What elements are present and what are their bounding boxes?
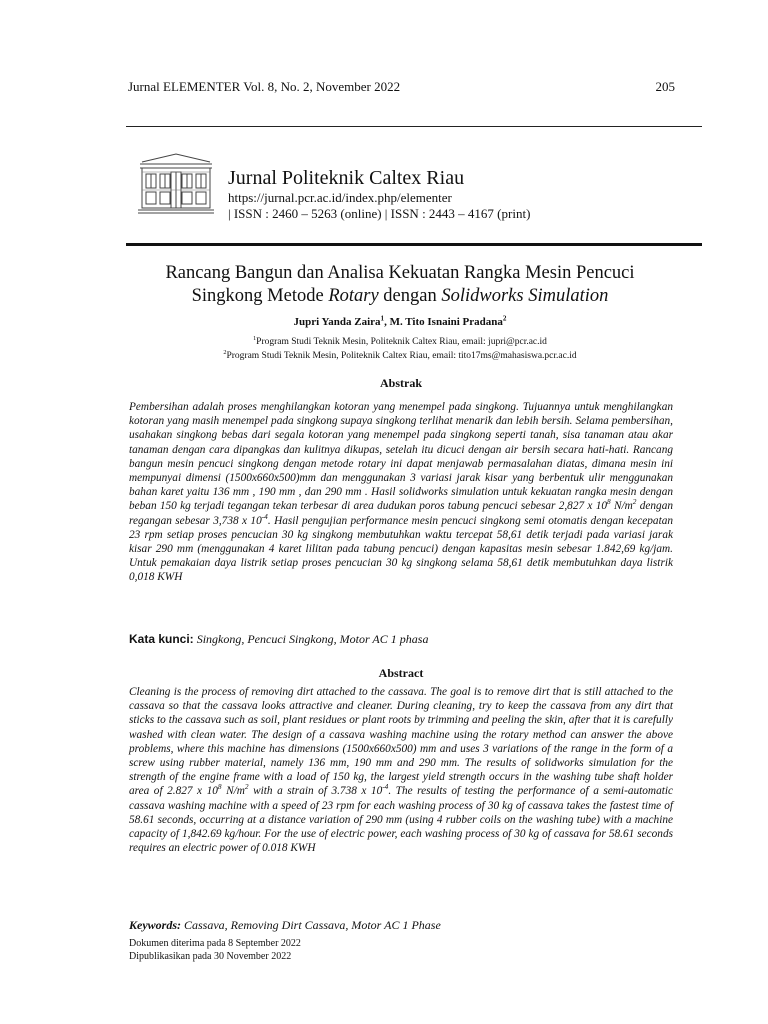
header-rule — [126, 126, 702, 127]
exponent: 8 — [607, 497, 611, 507]
journal-issue: Jurnal ELEMENTER Vol. 8, No. 2, November 2022 — [128, 79, 401, 94]
abstract-body — [129, 685, 673, 855]
page-number: 205 — [655, 79, 675, 94]
abstract-text: Cleaning is the process of removing dirt attached to the cassava. The goal is to remove dirt that is still attached to the cassava so that the cassava looks attractive and cleaner. During cleaning, try to keep the cassava from any dirt that sticks to the cassava such as soil, plant residues or plant roots by trimming and peeling the skin, after that it is carefully washed with clean water. The design of a cassava washing machine using the rotary method can answer the above problems, where this machine has dimensions (1500x660x500) mm and uses 3 variations of the range in the form of a screw using rubber material, namely 136 mm, 190 mm and 290 mm. The results of solidworks simulation for the strength of the engine frame with a load of 150 kg, the largest yield strength occurs in the washing tube shaft holder area of 2.827 x 10 — [129, 686, 673, 798]
keywords-text: Cassava, Removing Dirt Cassava, Motor AC 1 Phase — [181, 918, 441, 932]
kata-kunci-text: Singkong, Pencuci Singkong, Motor AC 1 phasa — [193, 632, 429, 646]
affiliation-superscript: 2 — [223, 349, 227, 356]
keywords-label: Keywords: — [129, 918, 181, 932]
paper-title — [100, 262, 700, 308]
title-text: Singkong Metode — [191, 286, 329, 306]
journal-url[interactable]: https://jurnal.pcr.ac.id/index.php/elementer — [228, 190, 452, 205]
author-separator: , — [384, 316, 390, 328]
building-logo-icon — [136, 152, 216, 216]
title-italic-rotary: Rotary — [328, 286, 379, 306]
date-published: Dipublikasikan pada 30 November 2022 — [129, 951, 292, 962]
abstrak-text: dengan regangan sebesar 3,738 x 10 — [129, 500, 673, 527]
date-received: Dokumen diterima pada 8 September 2022 — [129, 938, 301, 949]
abstrak-text: Pembersihan adalah proses menghilangkan kotoran yang menempel pada singkong. Tujuannya untuk menghilangkan kotoran yang masih menempel pada singkong supaya singkong terlihat menarik dan lebih bersih. Selama pembersihan, usahakan singkong bebas dari segala kotoran yang menempel pada singkong seperti tanah, sisa tanaman atau akar tanaman dengan cara dipangkas dan kulitnya dikupas, setelah itu dicuci dengan air bersih secara hati-hati. Rancang bangun mesin pencuci singkong dengan metode rotary ini dapat menjawab permasalahan diatas, dimana mesin ini mempunyai dimensi (1500x660x500)mm dan menggunakan 3 variasi jarak kisar yang berbentuk ulir menggunakan bahan karet yaitu 136 mm , 190 mm , dan 290 mm . Hasil solidworks simulation untuk kekuatan rangka mesin dengan beban 150 kg terjadi tegangan tekan terbesar di area dudukan poros tabung pencuci sebesar 2,827 x 10 — [129, 401, 673, 513]
abstract-text: . The results of testing the performance of a semi-automatic cassava washing machine with a speed of 23 rpm for each washing process of 30 kg of cassava takes the fastest time of 58.61 seconds, occurring at a distance variation of 290 mm (using 4 rubber coils on the washing tube) with a machine capacity of 1,842.69 kg/hour. For the use of electric power, each washing process of 30 kg of cassava for 58.61 seconds requires an electric power of 0.018 KWH — [129, 785, 674, 855]
abstrak-heading: Abstrak — [379, 376, 422, 390]
title-line-2 — [100, 285, 700, 308]
abstrak-body — [129, 400, 673, 585]
author-list — [100, 316, 700, 328]
exponent: -4 — [382, 782, 389, 792]
author-name: Jupri Yanda Zaira — [293, 316, 381, 328]
abstrak-text: . Hasil pengujian performance mesin pencuci singkong semi otomatis dengan kecepatan 23 rpm setiap proses pencucian 30 kg singkong membutuhkan waktu tercepat 58,61 detik terjadi pada variasi jarak kisar 290 mm (menggunakan 4 karet lilitan pada tabung pencuci) dengan kapasitas mesin sebesar 1.842,69 kg/jam. Untuk pemakaian daya listrik setiap proses pencucian 30 kg singkong selama 58,61 detik membutuhkan daya listrik 0,018 KWH — [129, 514, 673, 584]
abstrak-text: N/m — [610, 500, 633, 513]
kata-kunci — [129, 632, 689, 647]
abstract-text: N/m — [221, 785, 245, 798]
journal-masthead — [228, 166, 530, 222]
keywords — [129, 918, 689, 933]
affiliations — [100, 335, 700, 363]
exponent: 2 — [244, 782, 249, 792]
exponent: 2 — [632, 497, 637, 507]
affiliation-item — [100, 349, 700, 363]
masthead-rule — [126, 243, 702, 246]
affiliation-text: Program Studi Teknik Mesin, Politeknik Caltex Riau, email: tito17ms@mahasiswa.pcr.ac.id — [226, 351, 577, 361]
journal-issn: | ISSN : 2460 – 5263 (online) | ISSN : 2443 – 4167 (print) — [228, 206, 531, 221]
affiliation-text: Program Studi Teknik Mesin, Politeknik Caltex Riau, email: jupri@pcr.ac.id — [256, 337, 547, 347]
abstract-text: with a strain of 3.738 x 10 — [248, 785, 383, 798]
title-italic-solidworks: Solidworks Simulation — [441, 286, 609, 306]
affiliation-superscript: 1 — [253, 335, 257, 342]
journal-name: Jurnal Politeknik Caltex Riau — [228, 167, 465, 189]
exponent: -4 — [261, 511, 268, 521]
exponent: 8 — [217, 782, 222, 792]
running-head — [128, 79, 675, 95]
kata-kunci-label: Kata kunci: — [129, 632, 194, 646]
title-line-1: Rancang Bangun dan Analisa Kekuatan Rangka Mesin Pencuci — [165, 263, 635, 283]
author-name: M. Tito Isnaini Pradana — [389, 316, 503, 328]
abstract-heading: Abstract — [378, 666, 424, 680]
author-superscript: 2 — [502, 314, 507, 323]
title-text: dengan — [378, 286, 442, 306]
affiliation-item — [100, 335, 700, 349]
document-dates — [129, 937, 301, 963]
author-superscript: 1 — [380, 314, 385, 323]
